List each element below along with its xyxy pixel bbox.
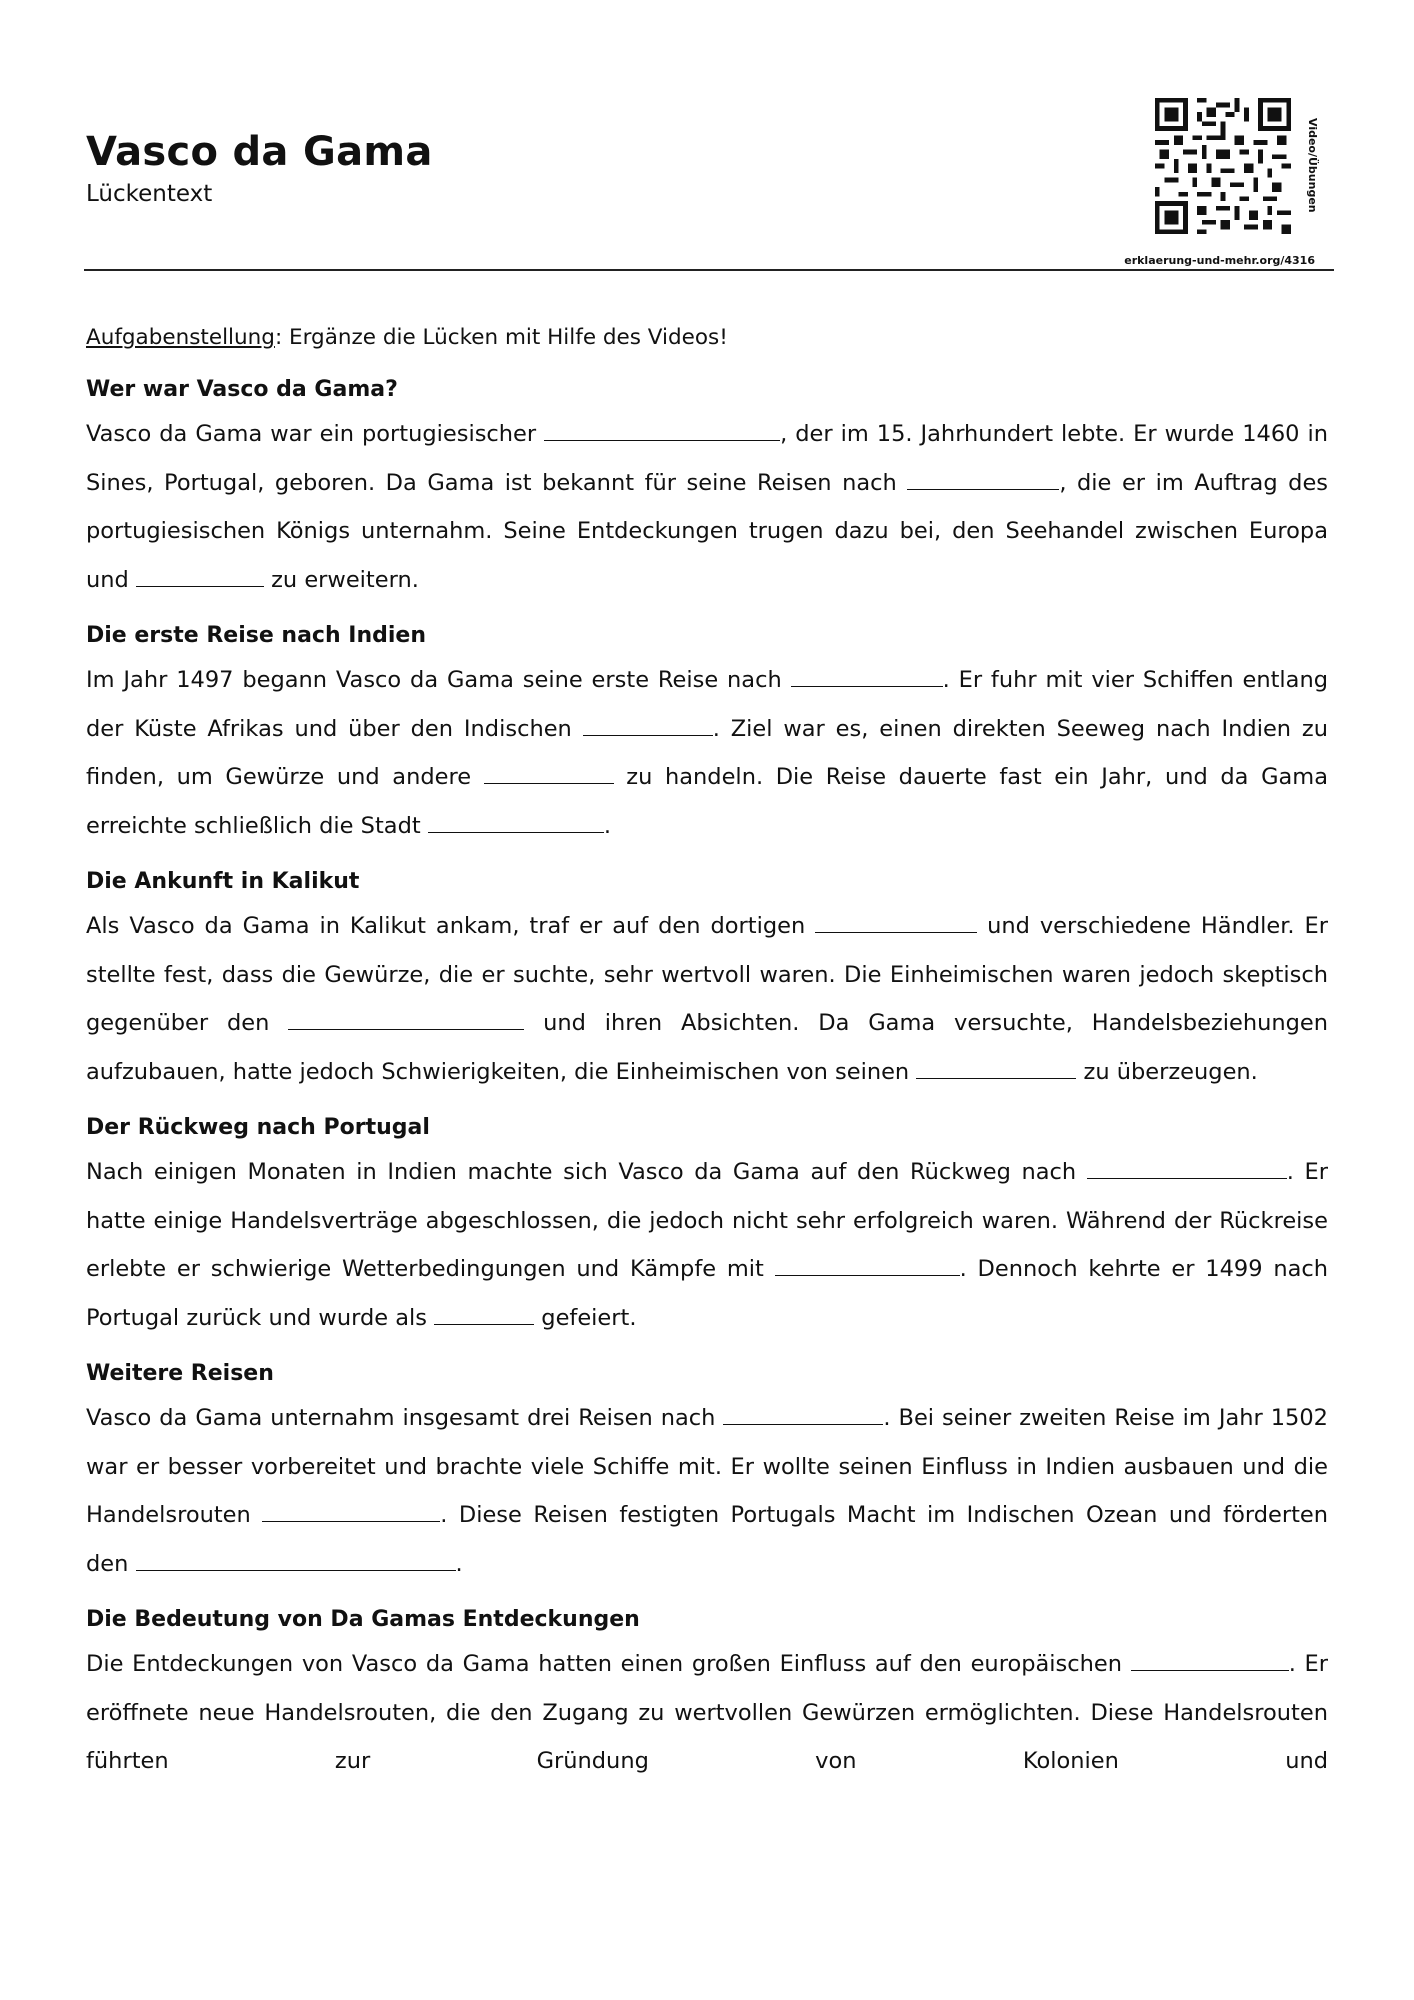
section-title: Der Rückweg nach Portugal <box>86 1115 430 1140</box>
gap-blank[interactable] <box>583 717 713 736</box>
gap-blank[interactable] <box>1131 1652 1289 1671</box>
qr-side-label: Video/Übungen <box>1306 118 1319 213</box>
task-label: Aufgabenstellung <box>86 325 275 350</box>
gap-blank[interactable] <box>775 1257 960 1276</box>
gap-blank[interactable] <box>791 668 943 687</box>
gap-blank[interactable] <box>907 471 1059 490</box>
text-segment: Vasco da Gama unternahm insgesamt drei Reisen nach <box>86 1405 724 1431</box>
worksheet-title: Vasco da Gama <box>86 129 433 175</box>
worksheet-subtitle: Lückentext <box>86 181 213 207</box>
text-segment: Nach einigen Monaten in Indien machte sich Vasco da Gama auf den Rückweg nach <box>86 1159 1087 1185</box>
text-segment: zu handeln. Die Reise dauerte fast ein Jahr, und da Gama erreichte schließlich die Stadt <box>86 764 1328 839</box>
section-title: Weitere Reisen <box>86 1361 274 1386</box>
text-segment: . Ziel war es, einen direkten Seeweg nach Indien zu finden, um Gewürze und andere <box>86 715 1328 790</box>
text-segment: und verschiedene Händler. Er stellte fest, dass die Gewürze, die er suchte, sehr wertvoll waren. Die Einheimischen waren jedoch skeptisch gegenüber den <box>86 913 1328 1036</box>
gap-blank[interactable] <box>484 765 614 784</box>
gap-blank[interactable] <box>815 914 977 933</box>
text-segment: . <box>603 812 611 839</box>
task-text: : Ergänze die Lücken mit Hilfe des Videos! <box>274 325 728 350</box>
section-paragraph <box>86 1640 1328 1786</box>
section-paragraph <box>86 1394 1328 1588</box>
gap-blank[interactable] <box>1087 1160 1287 1179</box>
gap-blank[interactable] <box>262 1503 440 1522</box>
gap-blank[interactable] <box>434 1306 534 1325</box>
text-segment: , die er im Auftrag des portugiesischen Königs unternahm. Seine Entdeckungen trugen dazu bei, den Seehandel zwischen Europa und <box>86 469 1329 593</box>
text-segment: gefeiert. <box>534 1304 637 1331</box>
gap-blank[interactable] <box>288 1011 524 1030</box>
gap-blank[interactable] <box>544 422 780 441</box>
text-segment: . Diese Reisen festigten Portugals Macht im Indischen Ozean und förderten den <box>86 1502 1329 1577</box>
section-title: Die Ankunft in Kalikut <box>86 869 360 894</box>
qr-url: erklaerung-und-mehr.org/4316 <box>1124 254 1315 267</box>
gap-blank[interactable] <box>916 1060 1076 1079</box>
section-paragraph <box>86 1148 1328 1342</box>
worksheet-body <box>86 318 1328 1786</box>
text-segment: zu überzeugen. <box>1076 1058 1258 1085</box>
text-segment: Vasco da Gama war ein portugiesischer <box>86 421 545 447</box>
text-segment: Als Vasco da Gama in Kalikut ankam, traf er auf den dortigen <box>86 913 816 939</box>
gap-blank[interactable] <box>723 1406 883 1425</box>
text-segment: Die Entdeckungen von Vasco da Gama hatten einen großen Einfluss auf den europäischen <box>86 1651 1131 1677</box>
text-segment: und ihren Absichten. Da Gama versuchte, Handelsbeziehungen aufzubauen, hatte jedoch Schwierigkeiten, die Einheimischen von seinen <box>86 1010 1328 1085</box>
task-instruction <box>86 318 1328 358</box>
worksheet-header <box>86 128 433 210</box>
section-title: Die erste Reise nach Indien <box>86 623 427 648</box>
text-segment: . Bei seiner zweiten Reise im Jahr 1502 war er besser vorbereitet und brachte viele Schiffe mit. Er wollte seinen Einfluss in Indien ausbauen und die Handelsrouten <box>86 1405 1328 1528</box>
text-segment: zu erweitern. <box>263 566 419 593</box>
text-segment: . <box>455 1550 463 1577</box>
section-title: Die Bedeutung von Da Gamas Entdeckungen <box>86 1607 640 1632</box>
text-segment: . Dennoch kehrte er 1499 nach Portugal zurück und wurde als <box>86 1256 1328 1331</box>
qr-code-icon <box>1155 96 1291 236</box>
section-paragraph <box>86 902 1328 1096</box>
section-paragraph <box>86 410 1328 604</box>
gap-blank[interactable] <box>136 568 264 587</box>
text-segment: , der im 15. Jahrhundert lebte. Er wurde 1460 in Sines, Portugal, geboren. Da Gama ist bekannt für seine Reisen nach <box>86 421 1328 496</box>
gap-blank[interactable] <box>428 814 604 833</box>
section-paragraph <box>86 656 1328 850</box>
header-divider <box>84 269 1334 271</box>
text-segment: . Er eröffnete neue Handelsrouten, die den Zugang zu wertvollen Gewürzen ermöglichten. Diese Handelsrouten führten zur Gründung von Kolonien und <box>86 1651 1328 1774</box>
section-title: Wer war Vasco da Gama? <box>86 377 398 402</box>
gap-blank[interactable] <box>136 1552 456 1571</box>
text-segment: Im Jahr 1497 begann Vasco da Gama seine erste Reise nach <box>86 667 791 693</box>
text-segment: . Er hatte einige Handelsverträge abgeschlossen, die jedoch nicht sehr erfolgreich waren. Während der Rückreise erlebte er schwierige Wetterbedingungen und Kämpfe mit <box>86 1159 1328 1282</box>
text-segment: . Er fuhr mit vier Schiffen entlang der Küste Afrikas und über den Indischen <box>86 667 1328 742</box>
